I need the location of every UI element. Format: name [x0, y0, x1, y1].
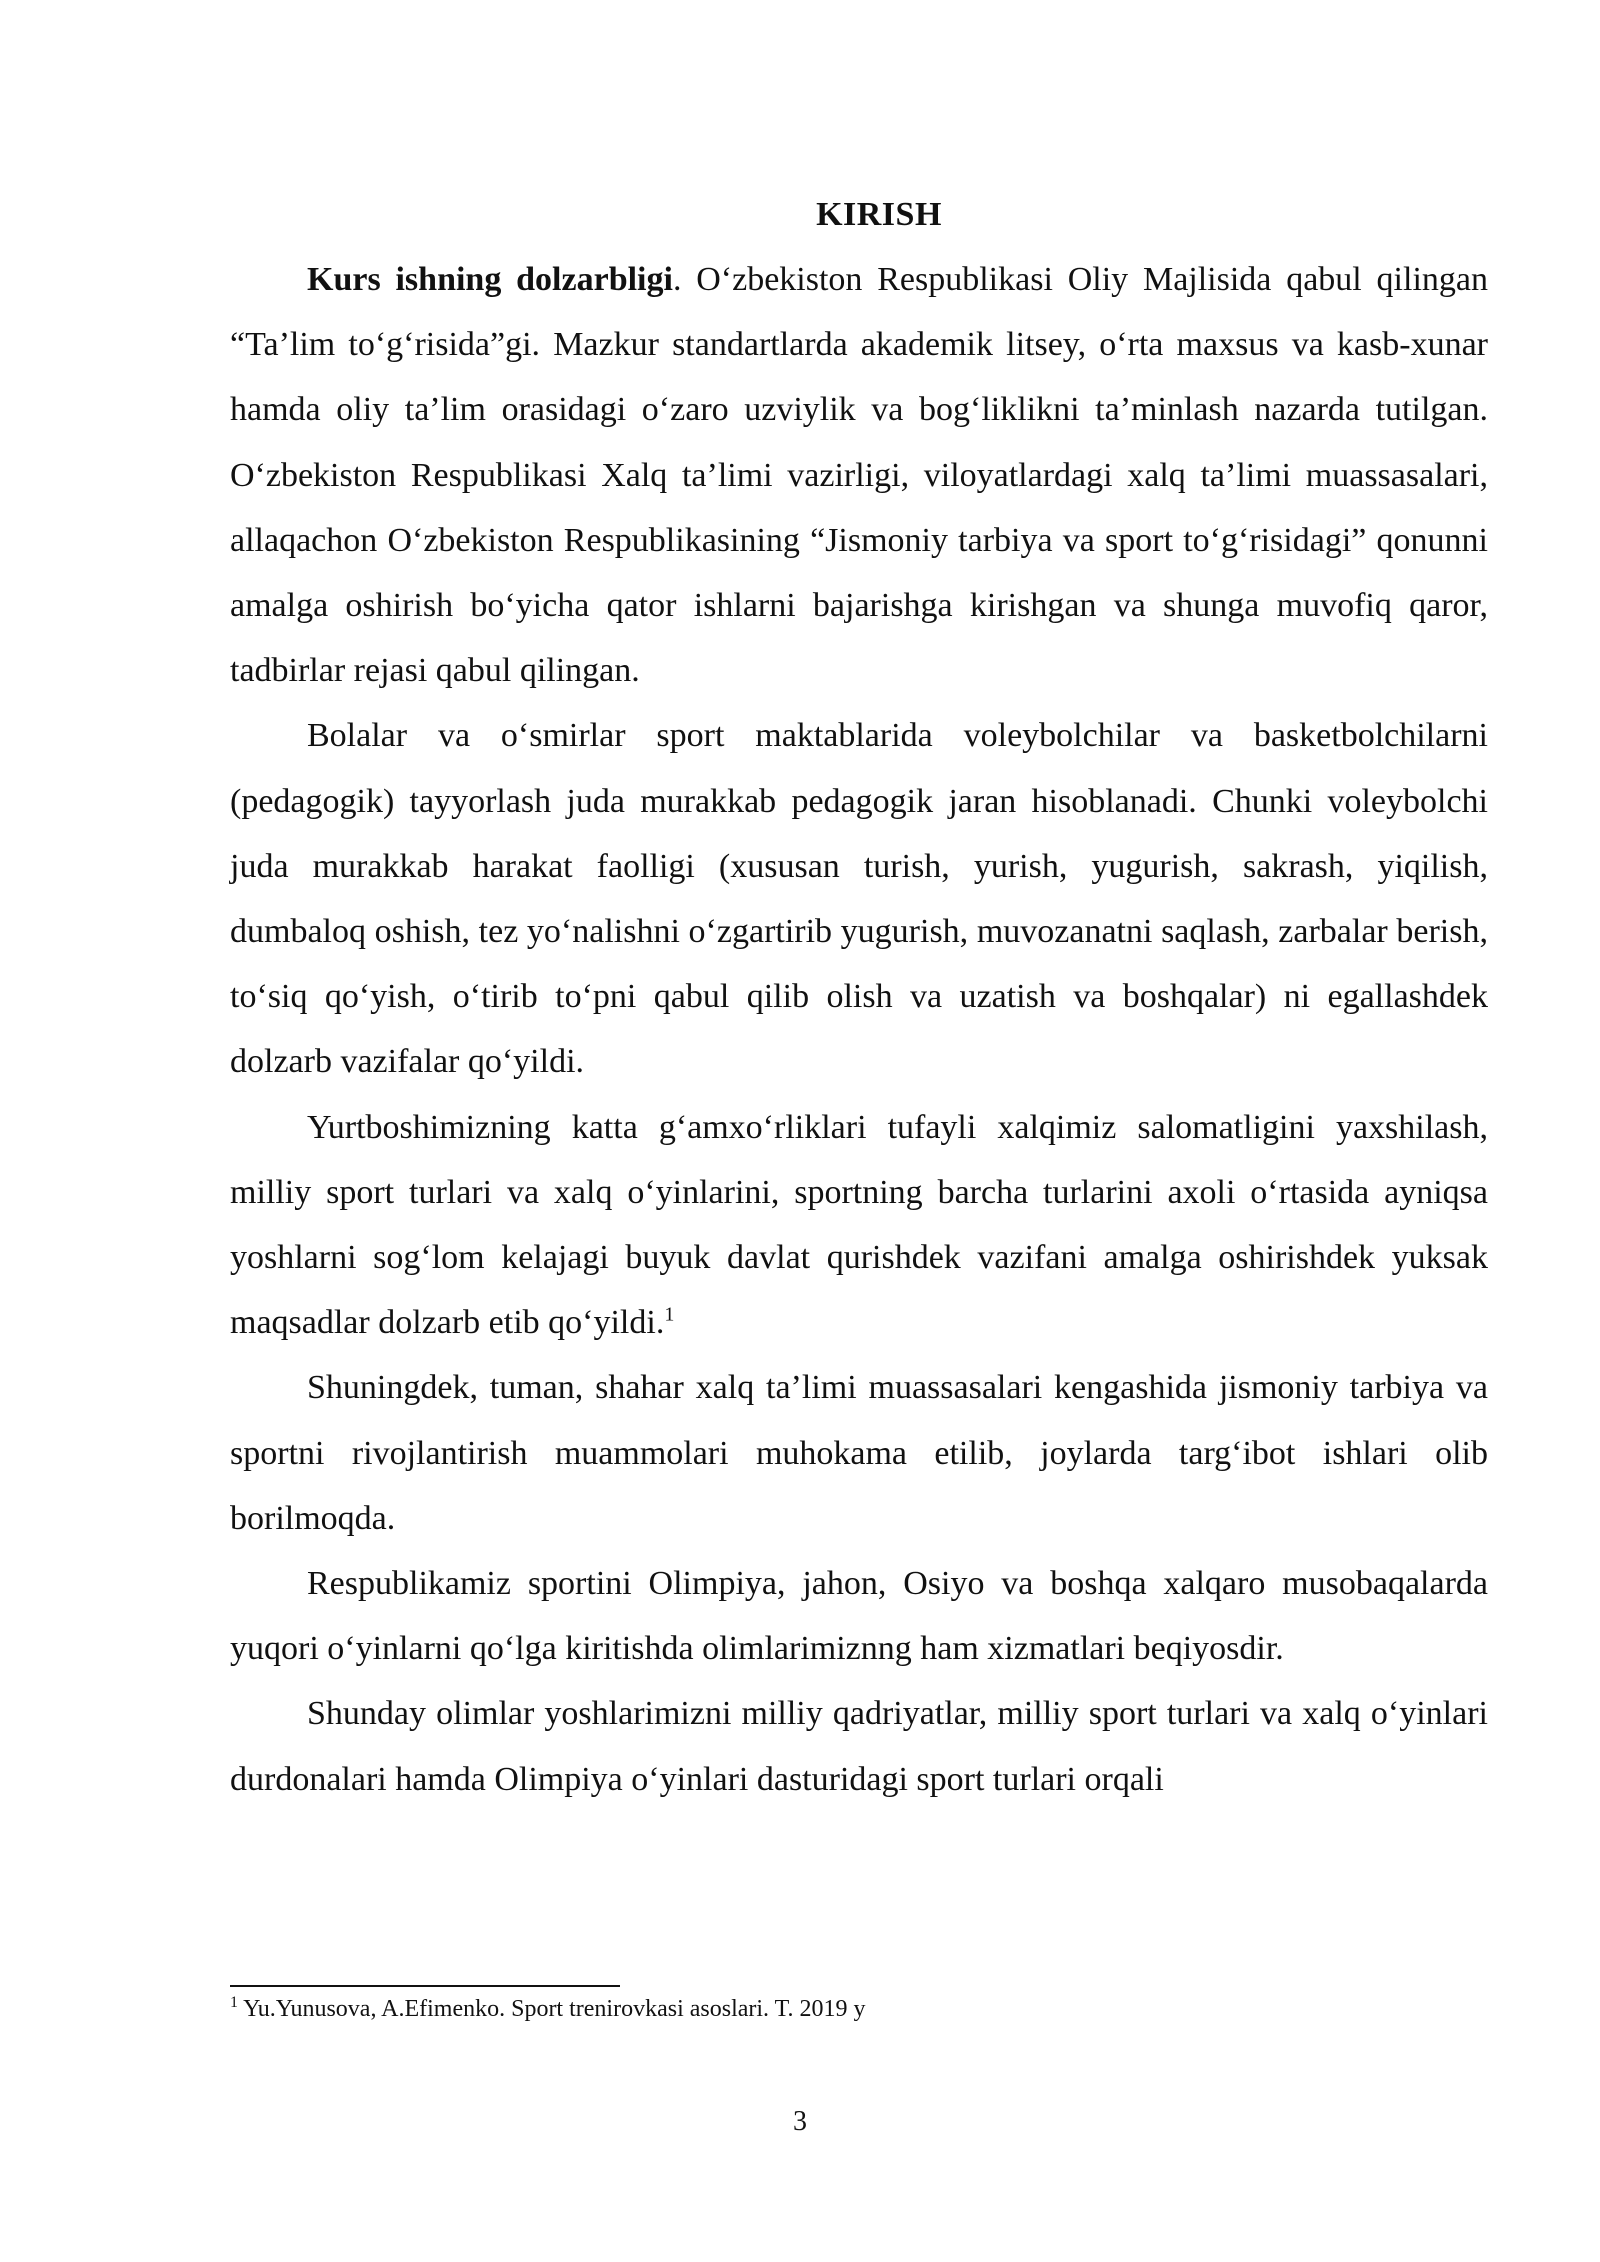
- paragraph-text: . O‘zbekiston Respublikasi Oliy Majlisida qabul qilingan “Ta’lim to‘g‘risida”gi. Mazkur standartlarda akademik litsey, o‘rta maxsus va kasb-xunar hamda oliy ta’lim orasidagi o‘zaro uzviylik va bog‘liklikni ta’minlash nazarda tutilgan. O‘zbekiston Respublikasi Xalq ta’limi vazirligi, viloyatlardagi xalq ta’limi muassasalari, allaqachon O‘zbekiston Respublikasining “Jismoniy tarbiya va sport to‘g‘risidagi” qonunni amalga oshirish bo‘yicha qator ishlarni bajarishga kirishgan va shunga muvofiq qaror, tadbirlar rejasi qabul qilingan.: [230, 261, 1488, 690]
- footnote-text: Yu.Yunusova, A.Efimenko. Sport trenirovkasi asoslari. T. 2019 y: [238, 1996, 866, 2022]
- paragraph-6: Shunday olimlar yoshlarimizni milliy qadriyatlar, milliy sport turlari va xalq o‘yinlari durdonalari hamda Olimpiya o‘yinlari dasturidagi sport turlari orqali: [230, 1695, 1488, 1798]
- paragraph-4: Shuningdek, tuman, shahar xalq ta’limi muassasalari kengashida jismoniy tarbiya va sportni rivojlantirish muammolari muhokama etilib, joylarda targ‘ibot ishlari olib borilmoqda.: [230, 1369, 1488, 1537]
- paragraph-2: Bolalar va o‘smirlar sport maktablarida voleybolchilar va basketbolchilarni (pedagogik) tayyorlash juda murakkab pedagogik jaran hisoblanadi. Chunki voleybolchi juda murakkab harakat faolligi (xususan turish, yurish, yugurish, sakrash, yiqilish, dumbaloq oshish, tez yo‘nalishni o‘zgartirib yugurish, muvozanatni saqlash, zarbalar berish, to‘siq qo‘yish, o‘tirib to‘pni qabul qilib olish va uzatish va boshqalar) ni egallashdek dolzarb vazifalar qo‘yildi.: [230, 717, 1488, 1081]
- page-title: KIRISH: [816, 196, 942, 233]
- footnote: [230, 1992, 1488, 2026]
- main-text: [230, 182, 1488, 1812]
- paragraph-5: Respublikamiz sportini Olimpiya, jahon, Osiyo va boshqa xalqaro musobaqalarda yuqori o‘yinlarni qo‘lga kiritishda olimlarimiznng ham xizmatlari beqiyosdir.: [230, 1565, 1488, 1668]
- paragraph-lead: Kurs ishning dolzarbligi: [307, 261, 673, 298]
- page-number: 3: [793, 2106, 807, 2137]
- paragraph-3: [230, 1095, 1488, 1356]
- paragraph-1: [230, 247, 1488, 703]
- footnote-marker: 1: [230, 1994, 238, 2011]
- paragraph-text: Yurtboshimizning katta g‘amxo‘rliklari tufayli xalqimiz salomatligini yaxshilash, milliy sport turlari va xalq o‘yinlarini, sportning barcha turlarini axoli o‘rtasida ayniqsa yoshlarni sog‘lom kelajagi buyuk davlat qurishdek vazifani amalga oshirishdek yuksak maqsadlar dolzarb etib qo‘yildi.: [230, 1108, 1488, 1342]
- footnote-divider: [230, 1985, 620, 1987]
- footnote-reference[interactable]: 1: [664, 1303, 675, 1326]
